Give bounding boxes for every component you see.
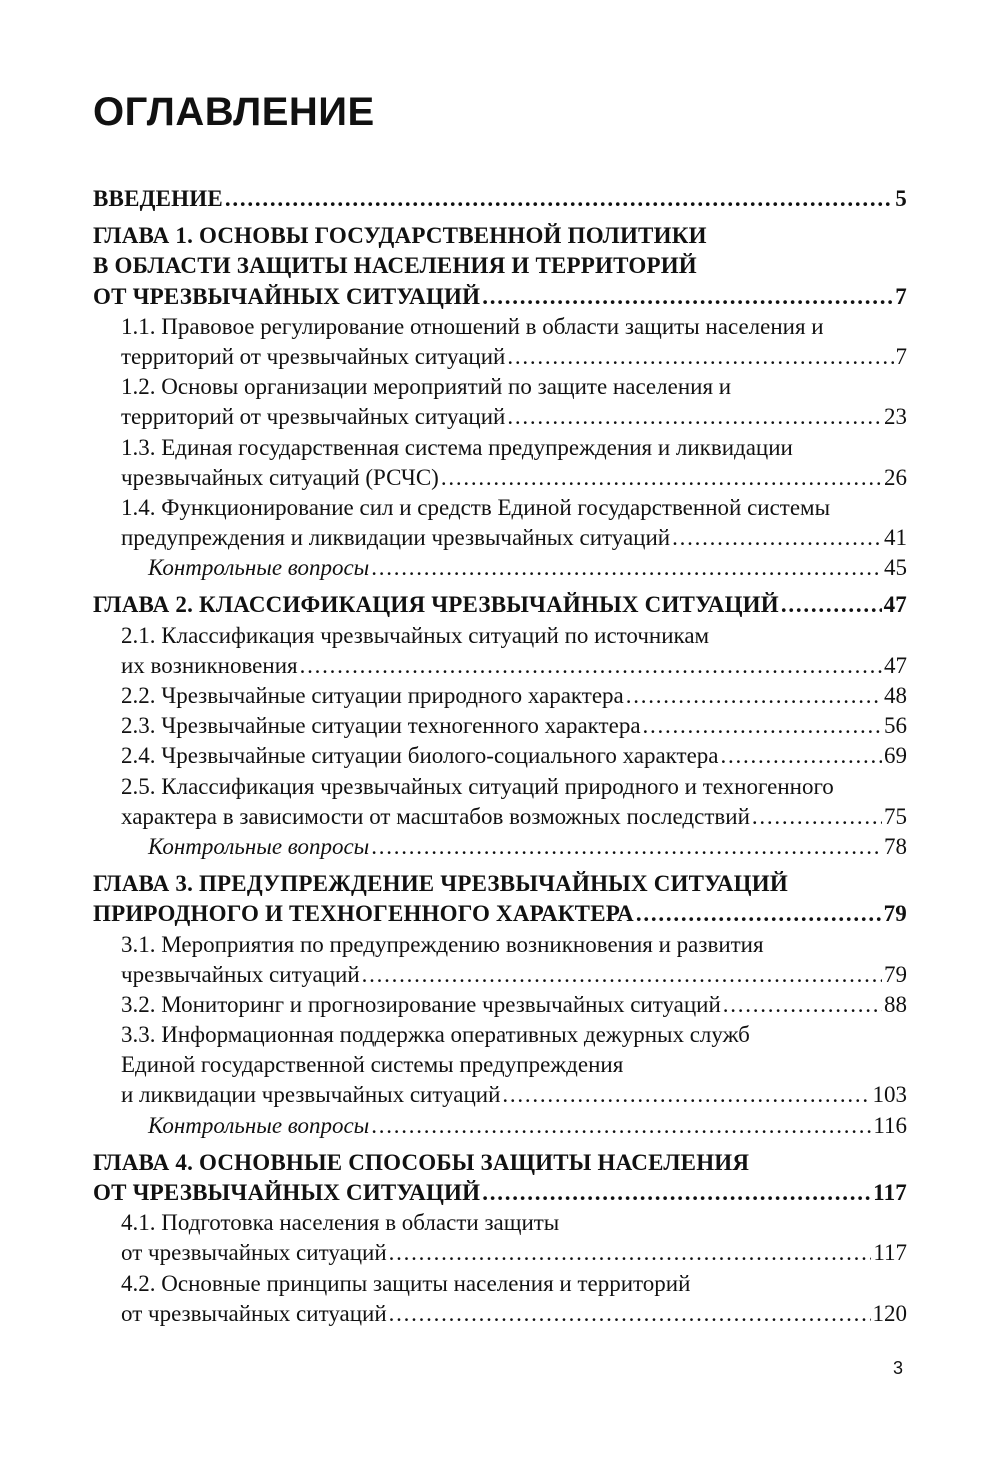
page-number: 3 [893, 1358, 904, 1378]
toc-entry-text: ВВЕДЕНИЕ [93, 186, 223, 211]
dot-leader [507, 402, 882, 432]
toc-entry-text: 3.2. Мониторинг и прогнозирование чрезвычайных ситуаций [121, 991, 721, 1017]
toc-entry-text: 3.3. Информационная поддержка оперативных дежурных служб [121, 1022, 750, 1048]
toc-entry-section[interactable] [0, 681, 1000, 711]
toc-line [121, 651, 907, 681]
toc-entry-text: ПРИРОДНОГО И ТЕХНОГЕННОГО ХАРАКТЕРА [93, 901, 634, 927]
toc-entry-section[interactable] [0, 493, 1000, 553]
toc-line [121, 772, 907, 802]
toc-page-number: 117 [873, 1240, 907, 1266]
toc-entry-section[interactable] [0, 772, 1000, 832]
toc-page-number: 7 [895, 343, 907, 369]
dot-leader [225, 184, 893, 214]
toc-entry-question[interactable] [0, 1111, 1000, 1141]
toc-entry-text: 3.1. Мероприятия по предупреждению возникновения и развития [121, 931, 764, 957]
toc-entry-section[interactable] [0, 1020, 1000, 1111]
toc-entry-section[interactable] [0, 1208, 1000, 1268]
toc-line [121, 1080, 907, 1110]
toc-entry-text: чрезвычайных ситуаций [121, 961, 360, 987]
toc-line [148, 553, 907, 583]
toc-page-number: 56 [884, 713, 907, 739]
dot-leader [300, 651, 882, 681]
toc-entry-chapter[interactable] [0, 590, 1000, 620]
toc-line [93, 1148, 907, 1178]
toc-entry-text: территорий от чрезвычайных ситуаций [121, 343, 506, 369]
toc-line [121, 1208, 907, 1238]
toc-entry-text: Единой государственной системы предупреждения [121, 1052, 624, 1078]
toc-line [121, 433, 907, 463]
toc-line [93, 221, 907, 251]
toc-entry-section[interactable] [0, 930, 1000, 990]
toc-line [121, 1269, 907, 1299]
toc-entry-text: 1.2. Основы организации мероприятий по защите населения и [121, 374, 732, 400]
toc-entry-section[interactable] [0, 433, 1000, 493]
toc-entry-text: ОТ ЧРЕЗВЫЧАЙНЫХ СИТУАЦИЙ [93, 1180, 481, 1205]
toc-page-number: 75 [884, 803, 907, 829]
toc-entry-text: 2.5. Классификация чрезвычайных ситуаций природного и техногенного [121, 773, 834, 799]
toc-entry-text: ОТ ЧРЕЗВЫЧАЙНЫХ СИТУАЦИЙ [93, 283, 481, 309]
toc-page-number: 41 [884, 525, 907, 551]
toc-line [121, 1299, 907, 1329]
dot-leader [502, 1080, 870, 1110]
toc-page-number: 79 [884, 961, 907, 987]
toc-page-number: 45 [884, 555, 907, 581]
dot-leader [389, 1238, 872, 1268]
toc-line [121, 1238, 907, 1268]
toc-line [121, 802, 907, 832]
toc-entry-text: 1.3. Единая государственная система предупреждения и ликвидации [121, 434, 793, 460]
dot-leader [643, 711, 882, 741]
toc-line [121, 930, 907, 960]
toc-entry-text: ГЛАВА 1. ОСНОВЫ ГОСУДАРСТВЕННОЙ ПОЛИТИКИ [93, 223, 707, 249]
chapter-spacer [0, 583, 1000, 590]
toc-entry-text: чрезвычайных ситуаций (РСЧС) [121, 464, 439, 490]
toc-entry-text: и ликвидации чрезвычайных ситуаций [121, 1082, 501, 1108]
dot-leader [371, 553, 882, 583]
toc-line [93, 1178, 907, 1208]
dot-leader [636, 899, 882, 929]
toc-entry-section[interactable] [0, 711, 1000, 741]
toc-line [121, 342, 907, 372]
toc-entry-text: 2.3. Чрезвычайные ситуации техногенного характера [121, 713, 641, 739]
toc-entry-text: 4.2. Основные принципы защиты населения и территорий [121, 1270, 691, 1296]
toc-entry-text: 2.1. Классификация чрезвычайных ситуаций по источникам [121, 622, 710, 648]
dot-leader [371, 1111, 871, 1141]
toc-entry-text: 1.4. Функционирование сил и средств Единой государственной системы [121, 494, 831, 520]
toc-entry-text: 1.1. Правовое регулирование отношений в области защиты населения и [121, 313, 824, 339]
toc-page-number: 116 [873, 1112, 907, 1138]
toc-entry-text: Контрольные вопросы [148, 555, 370, 581]
toc-line [148, 832, 907, 862]
toc-page-number: 5 [895, 186, 907, 211]
dot-leader [626, 681, 882, 711]
toc-entry-section[interactable] [0, 1269, 1000, 1329]
chapter-spacer [0, 1141, 1000, 1148]
dot-leader [441, 463, 882, 493]
dot-leader [389, 1299, 871, 1329]
toc-line [93, 251, 907, 281]
dot-leader [672, 523, 882, 553]
toc-line [93, 899, 907, 929]
toc-page-number: 48 [884, 683, 907, 708]
page-title: ОГЛАВЛЕНИЕ [93, 90, 375, 134]
toc-page-number: 79 [883, 901, 907, 927]
toc-entry-section[interactable] [0, 741, 1000, 771]
toc-page-number: 47 [884, 652, 907, 678]
toc-page-number: 103 [872, 1082, 907, 1108]
toc-entry-chapter[interactable] [0, 869, 1000, 929]
toc-page-number: 120 [872, 1300, 907, 1326]
dot-leader [362, 960, 882, 990]
toc-entry-chapter[interactable] [0, 1148, 1000, 1208]
toc-entry-text: характера в зависимости от масштабов возможных последствий [121, 803, 750, 829]
toc-entry-text: ГЛАВА 4. ОСНОВНЫЕ СПОСОБЫ ЗАЩИТЫ НАСЕЛЕНИЯ [93, 1149, 750, 1175]
toc-page-number: 78 [884, 833, 907, 859]
toc-entry-text: В ОБЛАСТИ ЗАЩИТЫ НАСЕЛЕНИЯ И ТЕРРИТОРИЙ [93, 253, 697, 279]
toc-entry-text: ГЛАВА 2. КЛАССИФИКАЦИЯ ЧРЕЗВЫЧАЙНЫХ СИТУАЦИЙ [93, 592, 779, 618]
toc-entry-text: 4.1. Подготовка населения в области защиты [121, 1210, 560, 1236]
toc-line [121, 1050, 907, 1080]
toc-entry-text: 2.2. Чрезвычайные ситуации природного характера [121, 683, 624, 708]
toc-entry-text: Контрольные вопросы [148, 833, 370, 859]
dot-leader [482, 1178, 871, 1208]
toc-page-number: 47 [883, 592, 907, 618]
toc-entry-text: 2.4. Чрезвычайные ситуации биолого-социального характера [121, 743, 719, 769]
toc-line [121, 681, 907, 711]
toc-entry-question[interactable] [0, 553, 1000, 583]
toc-entry-section[interactable] [0, 990, 1000, 1020]
toc-line [93, 184, 907, 214]
toc-entry-text: их возникновения [121, 652, 298, 678]
toc-entry-section[interactable] [0, 372, 1000, 432]
dot-leader [721, 741, 882, 771]
toc-line [121, 711, 907, 741]
toc-line [93, 869, 907, 899]
dot-leader [371, 832, 882, 862]
toc-line [121, 621, 907, 651]
toc-line [121, 463, 907, 493]
toc-page-number: 88 [884, 991, 907, 1017]
chapter-spacer [0, 214, 1000, 221]
toc-entry-question[interactable] [0, 832, 1000, 862]
toc-page-number: 117 [873, 1180, 907, 1205]
toc-line [121, 372, 907, 402]
toc-entry-text: ГЛАВА 3. ПРЕДУПРЕЖДЕНИЕ ЧРЕЗВЫЧАЙНЫХ СИТУАЦИЙ [93, 871, 788, 897]
toc-page-number: 23 [884, 404, 907, 430]
dot-leader [752, 802, 882, 832]
dot-leader [723, 990, 882, 1020]
toc-line [121, 523, 907, 553]
toc-entry-chapter[interactable] [0, 184, 1000, 214]
chapter-spacer [0, 862, 1000, 869]
dot-leader [482, 282, 893, 312]
toc-line [121, 1020, 907, 1050]
toc-page-number: 7 [895, 283, 907, 309]
table-of-contents [0, 184, 1000, 1329]
toc-line [93, 590, 907, 620]
toc-entry-chapter[interactable] [0, 221, 1000, 312]
toc-line [148, 1111, 907, 1141]
toc-line [121, 960, 907, 990]
toc-entry-section[interactable] [0, 312, 1000, 372]
toc-entry-text: от чрезвычайных ситуаций [121, 1240, 387, 1266]
toc-line [121, 402, 907, 432]
toc-entry-section[interactable] [0, 621, 1000, 681]
toc-line [121, 741, 907, 771]
toc-page-number: 69 [884, 743, 907, 769]
toc-entry-text: предупреждения и ликвидации чрезвычайных ситуаций [121, 525, 671, 551]
dot-leader [781, 590, 882, 620]
dot-leader [507, 342, 893, 372]
toc-line [121, 312, 907, 342]
toc-line [121, 990, 907, 1020]
toc-page-number: 26 [884, 464, 907, 490]
toc-line [121, 493, 907, 523]
toc-entry-text: от чрезвычайных ситуаций [121, 1300, 387, 1326]
toc-line [93, 282, 907, 312]
toc-entry-text: Контрольные вопросы [148, 1112, 370, 1138]
toc-entry-text: территорий от чрезвычайных ситуаций [121, 404, 506, 430]
